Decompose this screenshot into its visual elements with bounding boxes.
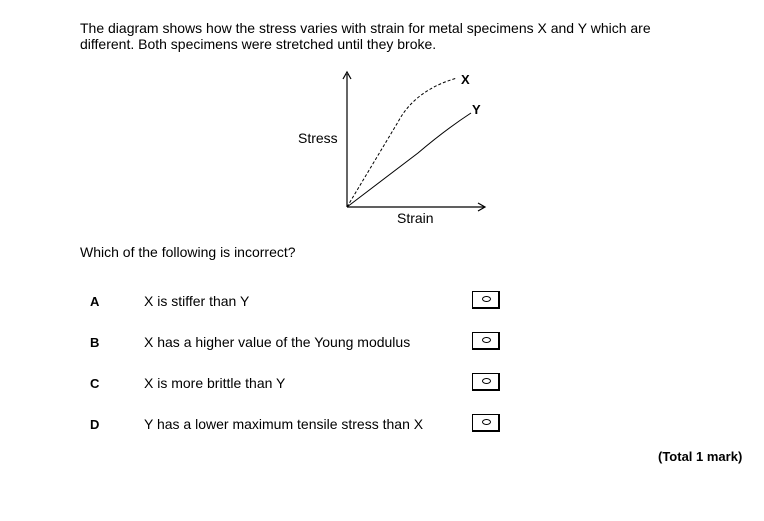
option-letter: D xyxy=(90,417,100,432)
radio-circle-icon xyxy=(482,419,491,425)
x-axis-label: Strain xyxy=(397,210,434,226)
option-c-checkbox[interactable] xyxy=(472,373,500,391)
option-text: Y has a lower maximum tensile stress than X xyxy=(144,416,424,432)
option-b-checkbox[interactable] xyxy=(472,332,500,350)
series-label-x: X xyxy=(461,72,470,87)
option-text: X is more brittle than Y xyxy=(144,375,286,391)
total-marks: (Total 1 mark) xyxy=(658,449,743,464)
option-a xyxy=(0,291,764,313)
y-axis-arrow xyxy=(343,72,351,79)
radio-circle-icon xyxy=(482,296,491,302)
intro-line-1: The diagram shows how the stress varies with strain for metal specimens X and Y which are xyxy=(80,20,651,36)
option-c xyxy=(0,373,764,395)
option-a-checkbox[interactable] xyxy=(472,291,500,309)
curve-y xyxy=(347,113,471,207)
option-d xyxy=(0,414,764,436)
y-axis-label: Stress xyxy=(298,130,338,146)
option-d-checkbox[interactable] xyxy=(472,414,500,432)
option-letter: B xyxy=(90,335,100,350)
x-axis-arrow xyxy=(478,203,485,211)
option-text: X is stiffer than Y xyxy=(144,293,250,309)
intro-line-2: different. Both specimens were stretched until they broke. xyxy=(80,36,437,52)
option-letter: A xyxy=(90,294,100,309)
option-letter: C xyxy=(90,376,100,391)
curve-x xyxy=(347,78,457,207)
option-b xyxy=(0,332,764,354)
option-text: X has a higher value of the Young modulus xyxy=(144,334,411,350)
radio-circle-icon xyxy=(482,337,491,343)
question-text: Which of the following is incorrect? xyxy=(80,244,296,260)
series-label-y: Y xyxy=(472,102,481,117)
radio-circle-icon xyxy=(482,378,491,384)
intro-text xyxy=(80,20,720,52)
